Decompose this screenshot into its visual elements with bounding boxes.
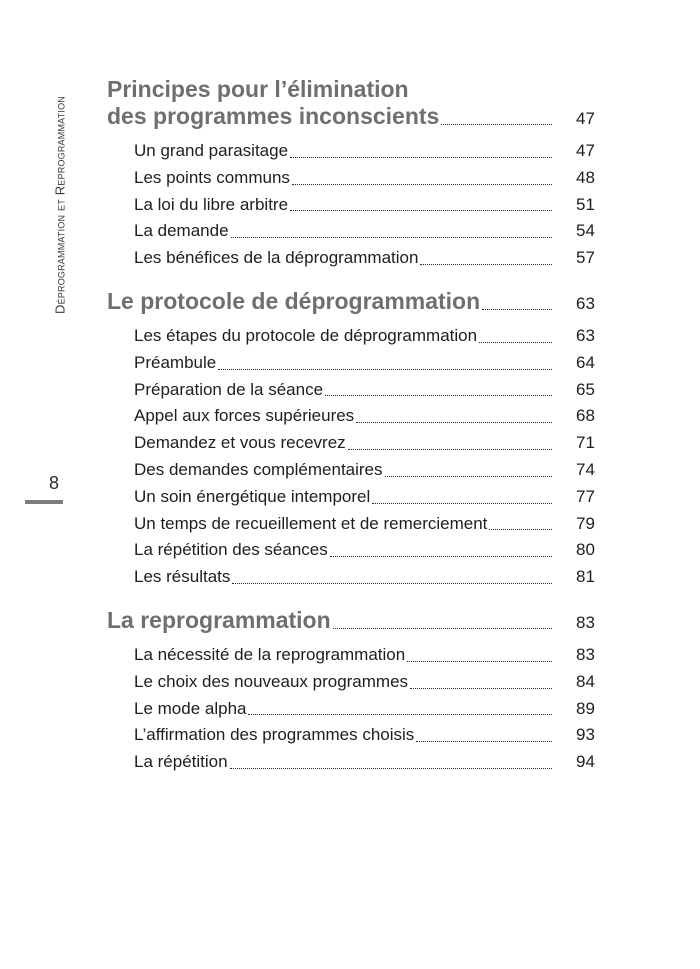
dot-leader [218,369,552,370]
entry-page-number: 65 [576,379,595,399]
entry-page-number: 77 [576,486,595,506]
table-of-contents [107,76,594,792]
toc-entry[interactable] [107,350,594,377]
entry-page-number: 74 [576,459,595,479]
toc-entry[interactable] [107,218,594,245]
dot-leader [479,342,552,343]
dot-leader [441,124,552,125]
dot-leader [356,422,552,423]
section-heading-line2: des programmes inconscients [107,103,440,129]
dot-leader [489,529,552,530]
entry-page-number: 84 [576,671,595,691]
entry-label: La répétition des séances [134,540,328,560]
toc-entry[interactable] [107,245,594,272]
entry-page-number: 83 [576,644,595,664]
section-heading[interactable] [107,76,594,132]
section-page-number: 83 [576,612,595,632]
dot-leader [482,309,552,310]
section-entries [107,642,594,776]
section-heading[interactable] [107,607,594,636]
entry-label: La nécessité de la reprogrammation [134,644,406,664]
entry-label: Un grand parasitage [134,141,289,160]
entry-label: La répétition [134,752,228,772]
entry-page-number: 48 [576,167,595,187]
section-page-number: 47 [576,109,595,128]
dot-leader [292,184,552,185]
toc-entry[interactable] [107,564,594,591]
entry-page-number: 89 [576,698,595,718]
toc-section [107,288,594,591]
toc-entry[interactable] [107,430,594,457]
entry-label: La demande [134,221,229,241]
entry-label: Demandez et vous recevrez [134,433,346,453]
dot-leader [416,741,552,742]
entry-label: Un soin énergétique intemporel [134,486,371,506]
entry-label: Préambule [134,352,217,372]
section-heading[interactable] [107,288,594,317]
running-head [50,85,70,325]
section-heading-text: La reprogrammation [107,606,331,633]
dot-leader [385,476,552,477]
toc-entry[interactable] [107,377,594,404]
entry-page-number: 80 [576,540,595,560]
section-page-number: 63 [576,293,595,313]
toc-entry[interactable] [107,165,594,192]
entry-page-number: 79 [576,513,595,533]
dot-leader [230,768,552,769]
dot-leader [330,556,552,557]
section-entries [107,138,594,272]
running-head-text: Déprogrammation et Reprogrammation [52,96,68,314]
entry-label: La loi du libre arbitre [134,194,289,214]
toc-entry[interactable] [107,537,594,564]
dot-leader [248,714,552,715]
entry-page-number: 57 [576,248,595,268]
entry-page-number: 64 [576,352,595,372]
dot-leader [420,264,552,265]
toc-entry[interactable] [107,511,594,538]
dot-leader [325,395,552,396]
dot-leader [290,157,552,158]
entry-page-number: 54 [576,221,595,241]
entry-page-number: 68 [576,406,595,426]
entry-page-number: 63 [576,325,595,345]
entry-label: Les étapes du protocole de déprogrammation [134,325,478,345]
toc-entry[interactable] [107,749,594,776]
toc-entry[interactable] [107,722,594,749]
toc-entry[interactable] [107,484,594,511]
toc-entry[interactable] [107,403,594,430]
entry-page-number: 81 [576,567,595,587]
entry-label: L’affirmation des programmes choisis [134,725,415,745]
page-number: 8 [49,473,60,493]
entry-page-number: 71 [576,433,595,453]
section-heading-line1: Principes pour l’élimination [107,76,409,102]
dot-leader [372,503,552,504]
toc-entry[interactable] [107,192,594,219]
section-heading-text: Le protocole de déprogrammation [107,287,481,314]
dot-leader [333,628,552,629]
entry-label: Les points communs [134,167,290,187]
dot-leader [410,688,552,689]
toc-section [107,76,594,272]
entry-label: Préparation de la séance [134,379,324,399]
dot-leader [407,661,552,662]
section-entries [107,323,594,591]
entry-label: Les résultats [134,567,231,587]
toc-entry[interactable] [107,457,594,484]
toc-entry[interactable] [107,669,594,696]
dot-leader [290,210,552,211]
entry-page-number: 93 [576,725,595,745]
folio-rule [25,500,63,504]
entry-page-number: 94 [576,752,595,772]
entry-label: Le mode alpha [134,698,247,718]
entry-label: Appel aux forces supérieures [134,406,355,426]
toc-entry[interactable] [107,138,594,165]
toc-section [107,607,594,776]
entry-label: Des demandes complémentaires [134,459,383,479]
dot-leader [231,237,552,238]
entry-label: Le choix des nouveaux programmes [134,671,409,691]
toc-entry[interactable] [107,696,594,723]
entry-label: Un temps de recueillement et de remerciement [134,513,488,533]
entry-label: Les bénéfices de la déprogrammation [134,248,419,268]
entry-page-number: 51 [576,194,595,214]
toc-entry[interactable] [107,642,594,669]
entry-page-number: 47 [576,141,595,160]
dot-leader [232,583,552,584]
dot-leader [348,449,552,450]
toc-entry[interactable] [107,323,594,350]
